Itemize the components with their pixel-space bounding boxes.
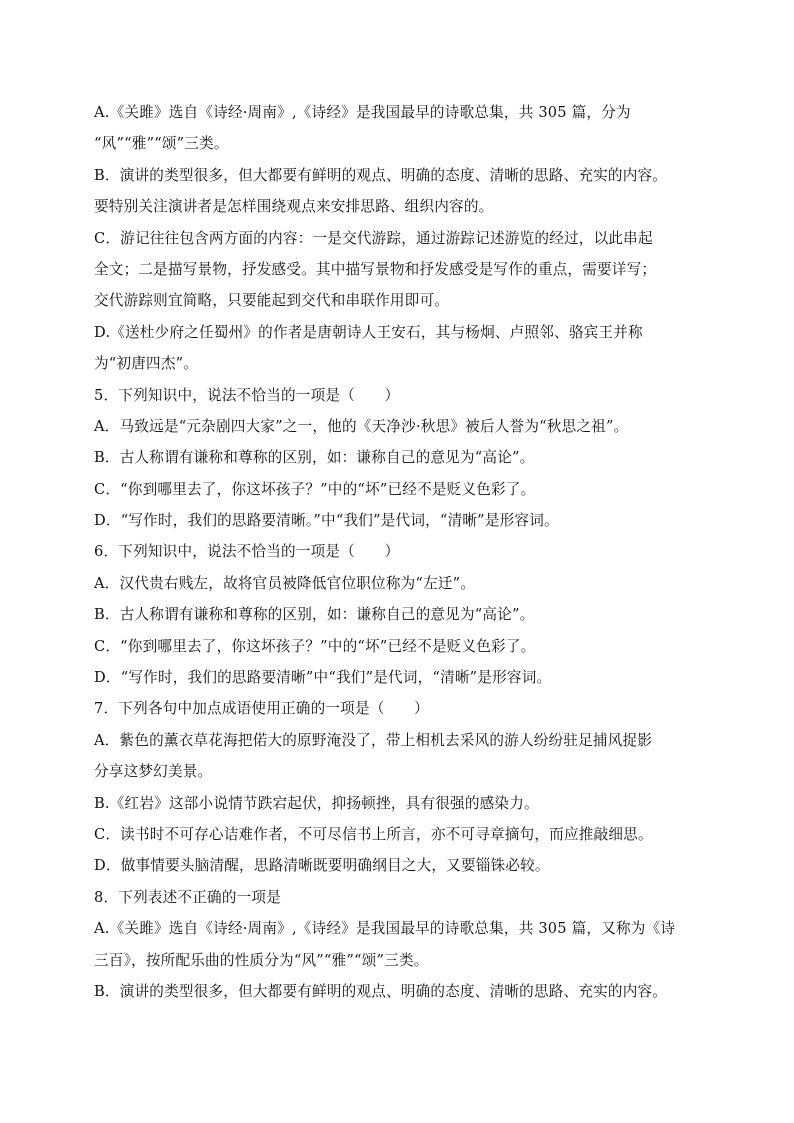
text-line: A.《关雎》选自《诗经·周南》,《诗经》是我国最早的诗歌总集，共 305 篇，又称为《诗 bbox=[94, 920, 676, 938]
text-line: D.《送杜少府之任蜀州》的作者是唐朝诗人王安石，其与杨炯、卢照邻、骆宾王并称 bbox=[94, 323, 643, 341]
text-line: C．读书时不可存心诘难作者，不可尽信书上所言，亦不可寻章摘句，而应推敲细思。 bbox=[94, 825, 653, 843]
question-stem: 5．下列知识中，说法不恰当的一项是（ ） bbox=[94, 386, 400, 404]
text-line: 三百》，按所配乐曲的性质分为“风”“雅”“颂”三类。 bbox=[94, 951, 429, 969]
text-line: “风”“雅”“颂”三类。 bbox=[94, 135, 229, 153]
text-line: D．做事情要头脑清醒，思路清晰既要明确纲目之大，又要锱铢必较。 bbox=[94, 857, 550, 875]
text-line: A．紫色的薰衣草花海把偌大的原野淹没了，带上相机去采风的游人纷纷驻足捕风捉影 bbox=[94, 731, 653, 749]
text-line: A.《关雎》选自《诗经·周南》,《诗经》是我国最早的诗歌总集，共 305 篇，分为 bbox=[94, 104, 631, 121]
text-line: 要特别关注演讲者是怎样围绕观点来安排思路、组织内容的。 bbox=[94, 198, 494, 216]
text-line: B．演讲的类型很多，但大都要有鲜明的观点、明确的态度、清晰的思路、充实的内容。 bbox=[94, 982, 668, 1000]
text-line: 为“初唐四杰”。 bbox=[94, 355, 199, 373]
document-body bbox=[94, 97, 714, 1007]
text-line: D．“写作时，我们的思路要清晰”中“我们”是代词，“清晰”是形容词。 bbox=[94, 669, 552, 687]
text-line: D．“写作时，我们的思路要清晰。”中“我们”是代词，“清晰”是形容词。 bbox=[94, 512, 559, 530]
text-line: C．“你到哪里去了，你这坏孩子？”中的“坏”已经不是贬义色彩了。 bbox=[94, 637, 536, 655]
question-stem: 6．下列知识中，说法不恰当的一项是（ ） bbox=[94, 543, 400, 561]
question-stem: 8．下列表述不正确的一项是 bbox=[94, 888, 282, 906]
text-line: B．演讲的类型很多，但大都要有鲜明的观点、明确的态度、清晰的思路、充实的内容。 bbox=[94, 166, 668, 184]
text-line: B．古人称谓有谦称和尊称的区别，如：谦称自己的意见为“高论”。 bbox=[94, 606, 535, 624]
text-line: B.《红岩》这部小说情节跌宕起伏，抑扬顿挫，具有很强的感染力。 bbox=[94, 794, 539, 812]
question-stem: 7．下列各句中加点成语使用正确的一项是（ ） bbox=[94, 700, 429, 718]
text-line: C．“你到哪里去了，你这坏孩子？”中的“坏”已经不是贬义色彩了。 bbox=[94, 480, 536, 498]
text-line: A．马致远是“元杂剧四大家”之一，他的《天净沙·秋思》被后人誉为“秋思之祖”。 bbox=[94, 417, 629, 435]
text-line: B．古人称谓有谦称和尊称的区别，如：谦称自己的意见为“高论”。 bbox=[94, 449, 535, 467]
text-line: 全文；二是描写景物，抒发感受。其中描写景物和抒发感受是写作的重点，需要详写； bbox=[94, 260, 657, 278]
text-line: 交代游踪则宜简略，只要能起到交代和串联作用即可。 bbox=[94, 292, 450, 310]
text-line: A．汉代贵右贱左，故将官员被降低官位职位称为“左迁”。 bbox=[94, 574, 476, 592]
text-line: 分享这梦幻美景。 bbox=[94, 763, 213, 781]
text-line: C．游记往往包含两方面的内容：一是交代游踪，通过游踪记述游览的经过，以此串起 bbox=[94, 229, 653, 247]
